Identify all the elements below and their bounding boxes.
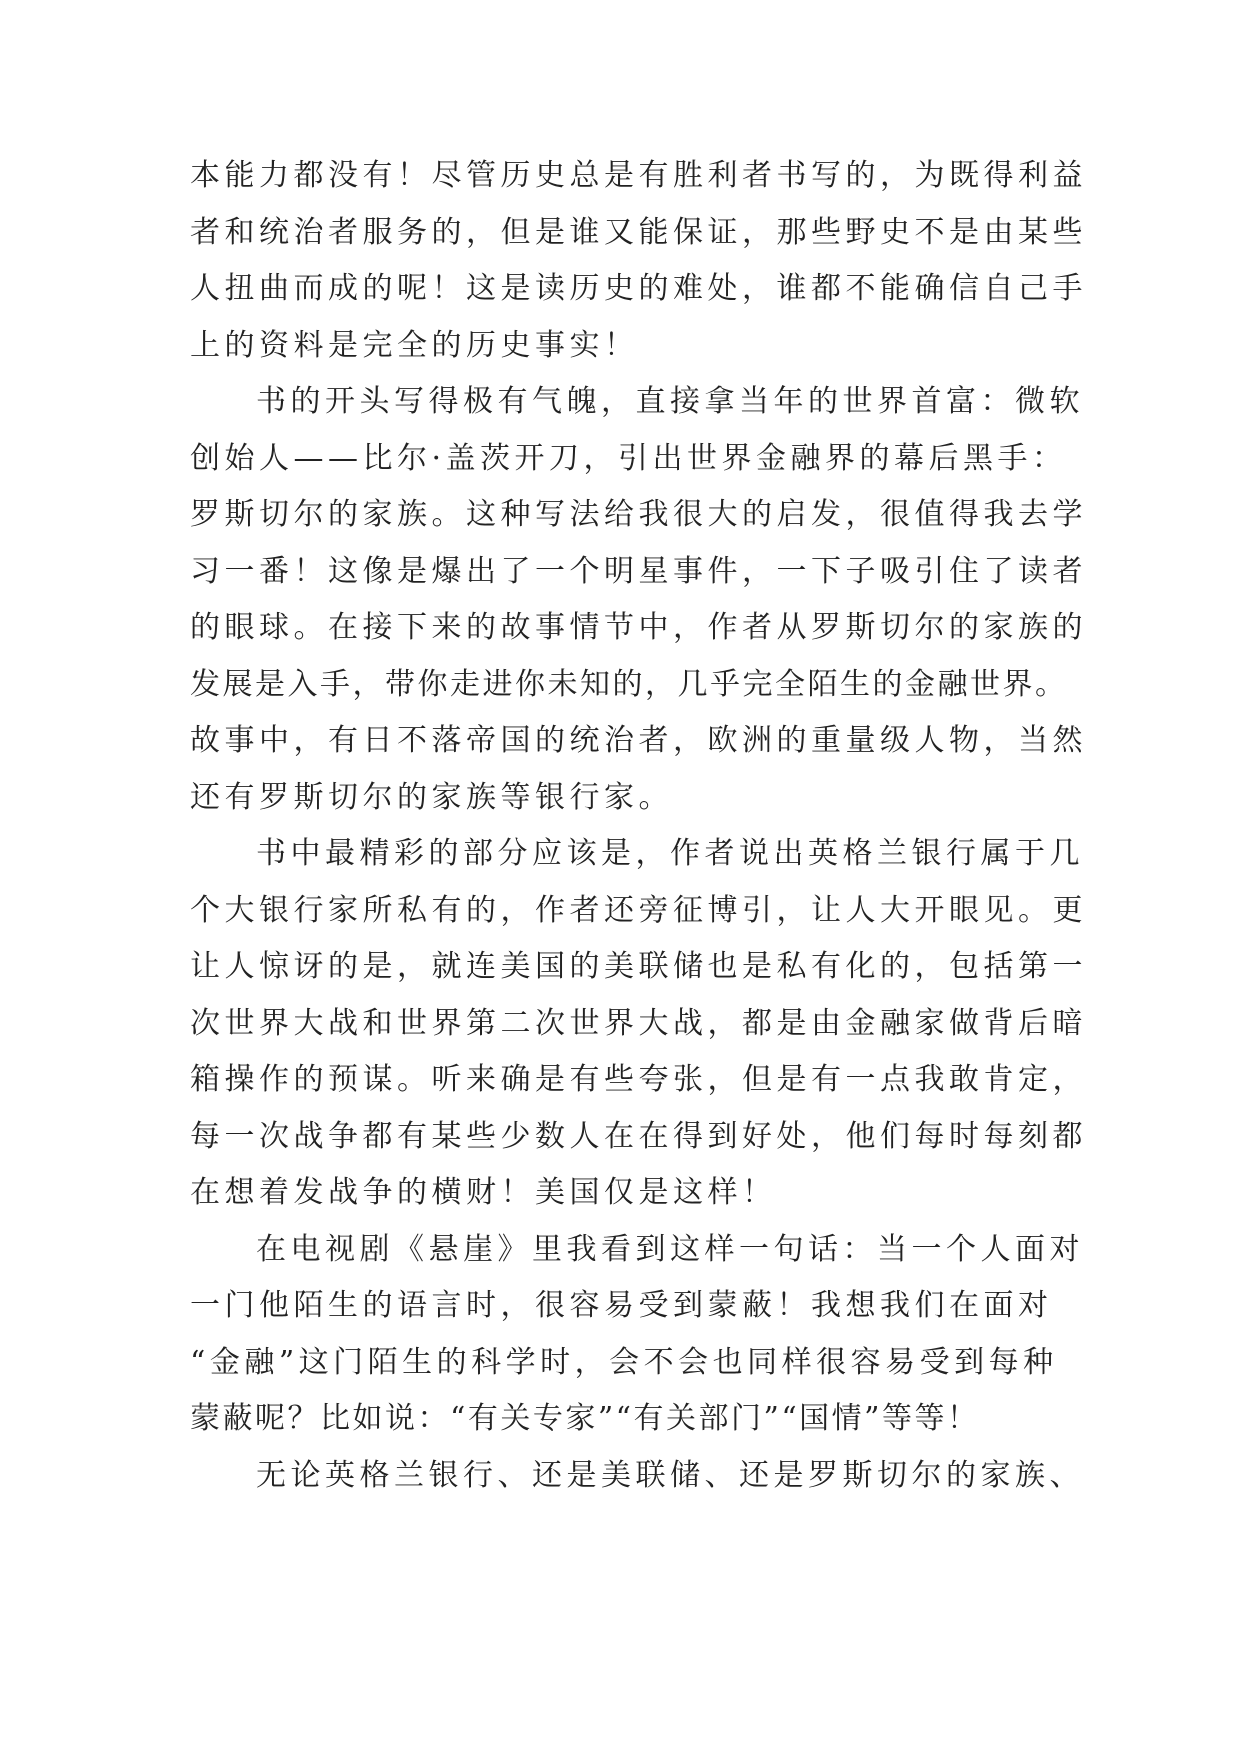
text-line: 的眼球。在接下来的故事情节中，作者从罗斯切尔的家族的 [190,610,1087,645]
text-line: 本能力都没有！尽管历史总是有胜利者书写的，为既得利益 [190,158,1087,193]
text-line: 蒙蔽呢？比如说：“有关专家”“有关部门”“国情”等等！ [190,1401,980,1436]
text-line: 每一次战争都有某些少数人在在得到好处，他们每时每刻都 [190,1118,1087,1154]
text-line: 个大银行家所私有的，作者还旁征博引，让人大开眼见。更 [190,892,1087,928]
document-body [190,148,1087,1504]
text-line: 一门他陌生的语言时，很容易受到蒙蔽！我想我们在面对 [190,1288,1053,1323]
paragraph-2 [190,374,1087,826]
text-line: 无论英格兰银行、还是美联储、还是罗斯切尔的家族、 [256,1457,1084,1493]
text-line: 发展是入手，带你走进你未知的，几乎完全陌生的金融世界。 [190,666,1068,702]
text-line: 上的资料是完全的历史事实！ [190,327,639,363]
paragraph-5 [190,1448,1084,1505]
text-line: 还有罗斯切尔的家族等银行家。 [190,779,673,815]
text-line: 箱操作的预谋。听来确是有些夸张，但是有一点我敢肯定， [190,1062,1087,1097]
text-line: 在想着发战争的横财！美国仅是这样！ [190,1175,777,1210]
paragraph-4 [190,1222,1084,1448]
text-line: 者和统治者服务的，但是谁又能保证，那些野史不是由某些 [190,214,1087,250]
text-line: 创始人——比尔·盖茨开刀，引出世界金融界的幕后黑手： [190,440,1067,476]
text-line: 人扭曲而成的呢！这是读历史的难处，谁都不能确信自己手 [190,271,1087,306]
text-line: 在电视剧《悬崖》里我看到这样一句话：当一个人面对 [256,1231,1084,1267]
paragraph-3 [190,826,1087,1222]
paragraph-1 [190,148,1087,374]
text-line: “金融”这门陌生的科学时，会不会也同样很容易受到每种 [190,1344,1058,1380]
text-line: 故事中，有日不落帝国的统治者，欧洲的重量级人物，当然 [190,723,1087,758]
text-line: 习一番！这像是爆出了一个明星事件，一下子吸引住了读者 [190,553,1087,589]
text-line: 罗斯切尔的家族。这种写法给我很大的启发，很值得我去学 [190,497,1087,532]
text-line: 次世界大战和世界第二次世界大战，都是由金融家做背后暗 [190,1005,1087,1041]
text-line: 书中最精彩的部分应该是，作者说出英格兰银行属于几 [256,836,1084,871]
text-line: 书的开头写得极有气魄，直接拿当年的世界首富：微软 [256,384,1084,419]
text-line: 让人惊讶的是，就连美国的美联储也是私有化的，包括第一 [190,949,1087,984]
